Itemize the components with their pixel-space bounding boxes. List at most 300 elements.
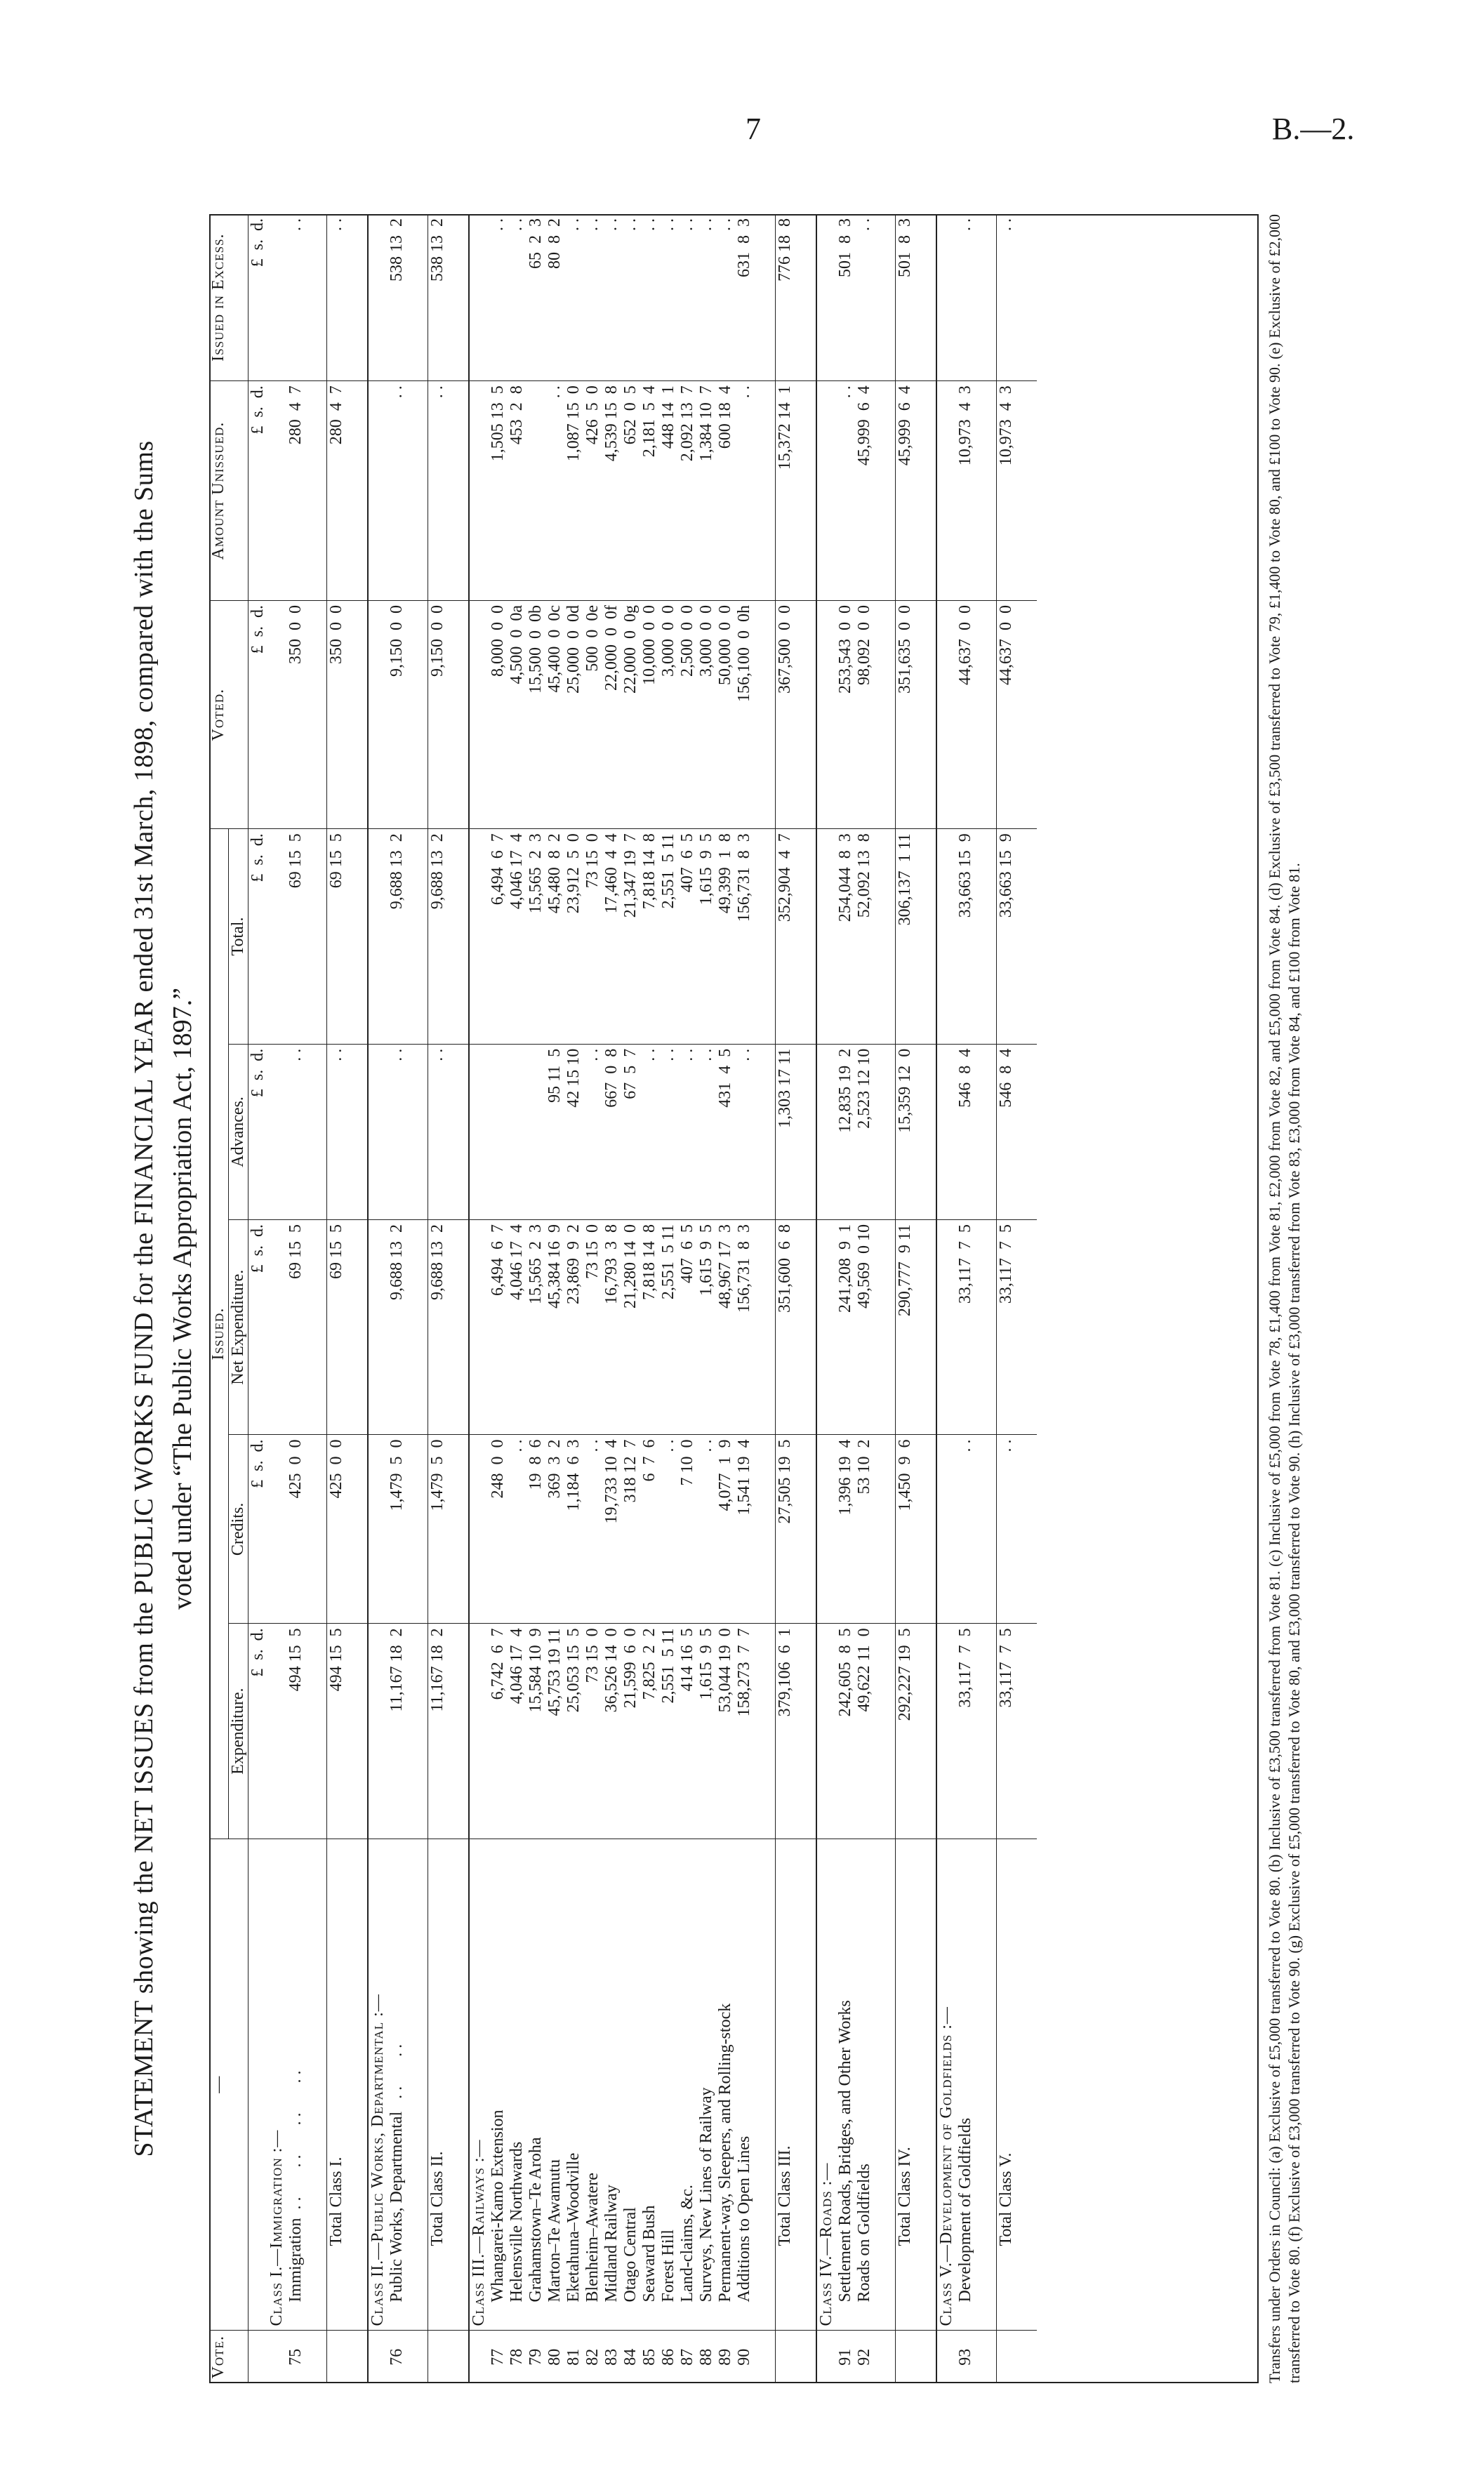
cell-unissued: . . (836, 381, 855, 601)
cell-adv: . . (697, 1044, 716, 1219)
net-expenditure-header: Net Expenditure. (229, 1219, 249, 1434)
table-row (602, 214, 621, 2383)
table-row (564, 214, 583, 2383)
total-voted: 9,150 0 0 (428, 601, 448, 829)
total-row (997, 214, 1016, 2383)
cell-cred: 7 10 0 (678, 1435, 697, 1624)
cell-unissued: 280 4 7 (286, 381, 305, 601)
spacer-row (406, 214, 428, 2383)
class-heading: Class V.—Development of Goldfields :— (936, 1839, 956, 2331)
class-heading-row (368, 214, 387, 2383)
cell-voted: 25,000 0 0d (564, 601, 583, 829)
vote-description: Grahamstown–Te Aroha (526, 1839, 545, 2331)
total-exp: 379,106 6 1 (776, 1624, 795, 1839)
vote-description: Permanent-way, Sleepers, and Rolling-stock (716, 1839, 735, 2331)
cell-exp: 7,825 2 2 (640, 1624, 659, 1839)
cell-exp: 36,526 14 0 (602, 1624, 621, 1839)
total-excess: . . (327, 214, 347, 381)
total-exp: 33,117 7 5 (997, 1624, 1016, 1839)
total-tot: 33,663 15 9 (997, 829, 1016, 1045)
cell-excess: . . (621, 214, 640, 381)
vote-description: Additions to Open Lines (735, 1839, 754, 2331)
cell-excess: . . (489, 214, 508, 381)
total-cred: 27,505 19 5 (776, 1435, 795, 1624)
vote-description: Midland Railway (602, 1839, 621, 2331)
total-label: Total Class IV. (896, 1839, 915, 2331)
cell-exp: 242,605 8 5 (836, 1624, 855, 1839)
cell-cred: 53 10 2 (855, 1435, 874, 1624)
cell-adv (489, 1044, 508, 1219)
total-excess: 776 18 8 (776, 214, 795, 381)
spacer-row (975, 214, 997, 2383)
cell-tot: 73 15 0 (583, 829, 602, 1045)
total-cred: 1,450 9 6 (896, 1435, 915, 1624)
spacer-row (346, 214, 368, 2383)
total-cred: 1,479 5 0 (428, 1435, 448, 1624)
cell-unissued: 652 0 5 (621, 381, 640, 601)
cell-cred: 1,396 19 4 (836, 1435, 855, 1624)
excess-header: Issued in Excess. (209, 214, 249, 381)
total-unissued: 15,372 14 1 (776, 381, 795, 601)
cell-unissued: . . (735, 381, 754, 601)
cell-voted: 253,543 0 0 (836, 601, 855, 829)
total-label: Total Class III. (776, 1839, 795, 2331)
class-heading: Class II.—Public Works, Departmental :— (368, 1839, 387, 2331)
vote-description: Blenheim–Awatere (583, 1839, 602, 2331)
cell-voted: 45,400 0 0c (545, 601, 564, 829)
vote-number: 90 (735, 2348, 753, 2366)
cell-adv: . . (387, 1044, 406, 1219)
vote-description: Otago Central (621, 1839, 640, 2331)
vote-description: Public Works, Departmental . . . . (387, 1839, 406, 2331)
units-label: £ s. d. (249, 601, 268, 829)
vote-number: 80 (545, 2348, 564, 2366)
vote-number: 83 (602, 2348, 621, 2366)
cell-net: 2,551 5 11 (659, 1219, 678, 1434)
cell-unissued (526, 381, 545, 601)
cell-unissued: 2,181 5 4 (640, 381, 659, 601)
vote-number: 79 (526, 2348, 545, 2366)
cell-voted: 22,000 0 0f (602, 601, 621, 829)
total-adv: 1,303 17 11 (776, 1044, 795, 1219)
cell-tot: 69 15 5 (286, 829, 305, 1045)
cell-voted: 156,100 0 0h (735, 601, 754, 829)
cell-cred: 19 8 6 (526, 1435, 545, 1624)
cell-adv: . . (735, 1044, 754, 1219)
spacer-row (754, 214, 776, 2383)
cell-net: 7,818 14 8 (640, 1219, 659, 1434)
cell-exp: 2,551 5 11 (659, 1624, 678, 1839)
total-voted: 44,637 0 0 (997, 601, 1016, 829)
statement-body (267, 214, 1037, 2383)
cell-exp: 11,167 18 2 (387, 1624, 406, 1839)
statement-subtitle: voted under “The Public Works Appropriation Act, 1897.” (168, 988, 197, 1610)
class-heading: Class III.—Railways :— (469, 1839, 489, 2331)
vote-description: Immigration . . . . . . . . (286, 1839, 305, 2331)
cell-tot: 33,663 15 9 (956, 829, 975, 1045)
cell-unissued: 1,384 10 7 (697, 381, 716, 601)
vote-description: Marton–Te Awamutu (545, 1839, 564, 2331)
class-heading: Class IV.—Roads :— (816, 1839, 836, 2331)
vote-number: 92 (855, 2348, 873, 2366)
vote-number: 76 (387, 2348, 406, 2366)
total-adv: 15,359 12 0 (896, 1044, 915, 1219)
footnote: Transfers under Orders in Council: (a) Exclusive of £5,000 transferred to Vote 80. (b) Inclusive of £3,500 transferred from Vote 81. (c) Inclusive of £5,000 from Vote 78, £1,400 from Vote 81, £2,000 from Vote 82, and £5,000 from Vote 84. (d) Exclusive of £3,500 transferred to Vote 79, £1,400 to Vote 80, and £100 to Vote 90. (e) Exclusive of £2,000 transferred to Vote 80. (f) Exclusive of £3,000 transferred to Vote 90. (g) Exclusive of £5,000 transferred to Vote 80, and £3,000 transferred to Vote 90. (h) Inclusive of £3,000 transferred from Vote 83, £3,000 from Vote 84, and £100 from Vote 81. (1266, 214, 1303, 2383)
cell-unissued: 448 14 1 (659, 381, 678, 601)
vote-description: Seaward Bush (640, 1839, 659, 2331)
vote-number: 85 (640, 2348, 658, 2366)
cell-cred: 369 3 2 (545, 1435, 564, 1624)
cell-tot: 17,460 4 4 (602, 829, 621, 1045)
cell-excess: . . (508, 214, 526, 381)
cell-excess: . . (286, 214, 305, 381)
cell-exp: 1,615 9 5 (697, 1624, 716, 1839)
class-heading-row (469, 214, 489, 2383)
cell-tot: 6,494 6 7 (489, 829, 508, 1045)
cell-net: 1,615 9 5 (697, 1219, 716, 1434)
cell-cred: 6 7 6 (640, 1435, 659, 1624)
total-unissued: 280 4 7 (327, 381, 347, 601)
cell-exp: 15,584 10 9 (526, 1624, 545, 1839)
cell-net: 407 6 5 (678, 1219, 697, 1434)
spacer-row (305, 214, 327, 2383)
cell-exp: 45,753 19 11 (545, 1624, 564, 1839)
total-exp: 494 15 5 (327, 1624, 347, 1839)
cell-excess: . . (716, 214, 735, 381)
cell-tot: 4,046 17 4 (508, 829, 526, 1045)
cell-tot: 2,551 5 11 (659, 829, 678, 1045)
statement-sheet (126, 214, 1446, 2383)
cell-excess: 538 13 2 (387, 214, 406, 381)
total-tot: 352,904 4 7 (776, 829, 795, 1045)
cell-cred: 1,479 5 0 (387, 1435, 406, 1624)
statement-table (209, 214, 1037, 2383)
cell-cred: 248 0 0 (489, 1435, 508, 1624)
cell-excess: . . (583, 214, 602, 381)
table-row (735, 214, 754, 2383)
cell-cred: . . (508, 1435, 526, 1624)
vote-description: Development of Goldfields (956, 1839, 975, 2331)
units-label: £ s. d. (249, 1435, 268, 1624)
cell-net: 73 15 0 (583, 1219, 602, 1434)
cell-excess: . . (602, 214, 621, 381)
units-label: £ s. d. (249, 829, 268, 1045)
cell-tot: 7,818 14 8 (640, 829, 659, 1045)
table-row (508, 214, 526, 2383)
vote-number: 86 (659, 2348, 677, 2366)
page-number: 7 (746, 112, 761, 146)
total-row (896, 214, 915, 2383)
cell-unissued: 1,505 13 5 (489, 381, 508, 601)
vote-number: 77 (489, 2348, 507, 2366)
cell-exp: 158,273 7 7 (735, 1624, 754, 1839)
total-adv: . . (428, 1044, 448, 1219)
spacer-row (874, 214, 896, 2383)
cell-cred: . . (583, 1435, 602, 1624)
cell-adv: 12,835 19 2 (836, 1044, 855, 1219)
cell-excess: . . (564, 214, 583, 381)
cell-voted: 22,000 0 0g (621, 601, 640, 829)
cell-excess: 631 8 3 (735, 214, 754, 381)
cell-net: 9,688 13 2 (387, 1219, 406, 1434)
total-net: 351,600 6 8 (776, 1219, 795, 1434)
total-voted: 351,635 0 0 (896, 601, 915, 829)
vote-number: 84 (621, 2348, 640, 2366)
issued-header: Issued. (209, 829, 229, 1839)
cell-tot: 52,092 13 8 (855, 829, 874, 1045)
cell-tot: 9,688 13 2 (387, 829, 406, 1045)
total-adv: 546 8 4 (997, 1044, 1016, 1219)
vote-description: Helensville Northwards (508, 1839, 526, 2331)
total-row (776, 214, 795, 2383)
vote-description: Whangarei-Kamo Extension (489, 1839, 508, 2331)
cell-tot: 407 6 5 (678, 829, 697, 1045)
cell-voted: 50,000 0 0 (716, 601, 735, 829)
cell-voted: 500 0 0e (583, 601, 602, 829)
vote-description: Surveys, New Lines of Railway (697, 1839, 716, 2331)
cell-adv: . . (583, 1044, 602, 1219)
cell-net: 69 15 5 (286, 1219, 305, 1434)
cell-adv: 95 11 5 (545, 1044, 564, 1219)
cell-unissued: 600 18 4 (716, 381, 735, 601)
table-row (526, 214, 545, 2383)
table-row (286, 214, 305, 2383)
cell-excess: 65 2 3 (526, 214, 545, 381)
cell-adv: 546 8 4 (956, 1044, 975, 1219)
cell-net: 33,117 7 5 (956, 1219, 975, 1434)
cell-voted: 44,637 0 0 (956, 601, 975, 829)
total-net: 33,117 7 5 (997, 1219, 1016, 1434)
class-heading-row (816, 214, 836, 2383)
total-net: 290,777 9 11 (896, 1219, 915, 1434)
cell-exp: 33,117 7 5 (956, 1624, 975, 1839)
vote-description: Roads on Goldfields (855, 1839, 874, 2331)
cell-adv: . . (678, 1044, 697, 1219)
total-unissued: 45,999 6 4 (896, 381, 915, 601)
cell-excess: . . (640, 214, 659, 381)
class-heading-row (267, 214, 286, 2383)
total-cred: . . (997, 1435, 1016, 1624)
table-row (659, 214, 678, 2383)
total-row (327, 214, 347, 2383)
total-unissued: 10,973 4 3 (997, 381, 1016, 601)
cell-net: 21,280 14 0 (621, 1219, 640, 1434)
cell-tot: 23,912 5 0 (564, 829, 583, 1045)
vote-number: 82 (583, 2348, 602, 2366)
total-tot: 9,688 13 2 (428, 829, 448, 1045)
cell-adv: 2,523 12 10 (855, 1044, 874, 1219)
cell-net: 241,208 9 1 (836, 1219, 855, 1434)
cell-adv: 431 4 5 (716, 1044, 735, 1219)
cell-exp: 25,053 15 5 (564, 1624, 583, 1839)
vote-number: 88 (697, 2348, 715, 2366)
cell-exp: 73 15 0 (583, 1624, 602, 1839)
total-adv: . . (327, 1044, 347, 1219)
vote-description: Land-claims, &c. (678, 1839, 697, 2331)
table-row (956, 214, 975, 2383)
expenditure-header: Expenditure. (229, 1624, 249, 1839)
cell-cred: 19,733 10 4 (602, 1435, 621, 1624)
total-net: 9,688 13 2 (428, 1219, 448, 1434)
vote-number: 75 (286, 2348, 305, 2366)
class-heading-row (936, 214, 956, 2383)
cell-unissued: 45,999 6 4 (855, 381, 874, 601)
cell-cred: 425 0 0 (286, 1435, 305, 1624)
cell-exp: 4,046 17 4 (508, 1624, 526, 1839)
table-row (716, 214, 735, 2383)
cell-exp: 414 16 5 (678, 1624, 697, 1839)
table-row (697, 214, 716, 2383)
spacer-row (915, 214, 936, 2383)
cell-tot: 21,347 19 7 (621, 829, 640, 1045)
cell-tot: 15,565 2 3 (526, 829, 545, 1045)
table-row (836, 214, 855, 2383)
cell-cred: . . (956, 1435, 975, 1624)
table-row (855, 214, 874, 2383)
cell-cred: 1,184 6 3 (564, 1435, 583, 1624)
voted-header: Voted. (209, 601, 249, 829)
description-header: — (209, 1839, 249, 2331)
cell-unissued: . . (545, 381, 564, 601)
cell-adv: . . (659, 1044, 678, 1219)
cell-cred: 4,077 1 9 (716, 1435, 735, 1624)
cell-exp: 21,599 6 0 (621, 1624, 640, 1839)
unissued-header: Amount Unissued. (209, 381, 249, 601)
total-unissued: . . (428, 381, 448, 601)
cell-unissued: 426 5 0 (583, 381, 602, 601)
cell-excess: . . (678, 214, 697, 381)
vote-description: Forest Hill (659, 1839, 678, 2331)
advances-header: Advances. (229, 1044, 249, 1219)
vote-number: 78 (508, 2348, 526, 2366)
cell-voted: 98,092 0 0 (855, 601, 874, 829)
cell-adv: 667 0 8 (602, 1044, 621, 1219)
total-tot: 306,137 1 11 (896, 829, 915, 1045)
total-voted: 350 0 0 (327, 601, 347, 829)
cell-net: 16,793 3 8 (602, 1219, 621, 1434)
cell-tot: 156,731 8 3 (735, 829, 754, 1045)
cell-net: 45,384 16 9 (545, 1219, 564, 1434)
cell-voted: 15,500 0 0b (526, 601, 545, 829)
total-label: Total Class II. (428, 1839, 448, 2331)
cell-net: 48,967 17 3 (716, 1219, 735, 1434)
cell-adv (508, 1044, 526, 1219)
cell-net: 49,569 0 10 (855, 1219, 874, 1434)
vote-number: 91 (836, 2348, 854, 2366)
units-label: £ s. d. (249, 1219, 268, 1434)
table-row (583, 214, 602, 2383)
total-voted: 367,500 0 0 (776, 601, 795, 829)
cell-tot: 254,044 8 3 (836, 829, 855, 1045)
vote-number: 87 (678, 2348, 696, 2366)
cell-voted: 3,000 0 0 (659, 601, 678, 829)
units-label: £ s. d. (249, 1044, 268, 1219)
cell-tot: 49,399 1 8 (716, 829, 735, 1045)
vote-number: 89 (716, 2348, 734, 2366)
cell-voted: 10,000 0 0 (640, 601, 659, 829)
cell-unissued: 453 2 8 (508, 381, 526, 601)
cell-cred: . . (697, 1435, 716, 1624)
cell-voted: 8,000 0 0 (489, 601, 508, 829)
total-excess: . . (997, 214, 1016, 381)
vote-description: Settlement Roads, Bridges, and Other Works (836, 1839, 855, 2331)
cell-excess: . . (697, 214, 716, 381)
page-reference: B.—2. (1272, 112, 1355, 146)
vote-number: 81 (564, 2348, 583, 2366)
cell-unissued: . . (387, 381, 406, 601)
total-row (428, 214, 448, 2383)
vote-description: Eketahuna–Woodville (564, 1839, 583, 2331)
cell-adv: . . (640, 1044, 659, 1219)
cell-excess: . . (956, 214, 975, 381)
cell-exp: 494 15 5 (286, 1624, 305, 1839)
cell-cred: 1,541 19 4 (735, 1435, 754, 1624)
cell-adv (526, 1044, 545, 1219)
cell-exp: 53,044 19 0 (716, 1624, 735, 1839)
spacer-row (447, 214, 469, 2383)
cell-voted: 3,000 0 0 (697, 601, 716, 829)
total-header: Total. (229, 829, 249, 1045)
vote-header: Vote. (209, 2331, 249, 2383)
units-label: £ s. d. (249, 381, 268, 601)
table-row (387, 214, 406, 2383)
spacer-row (795, 214, 816, 2383)
cell-excess: 501 8 3 (836, 214, 855, 381)
cell-net: 6,494 6 7 (489, 1219, 508, 1434)
statement-title: STATEMENT showing the NET ISSUES from the PUBLIC WORKS FUND for the FINANCIAL YEAR ended 31st March, 1898, compared with the Sums (129, 440, 159, 2157)
cell-excess: 80 8 2 (545, 214, 564, 381)
table-row (621, 214, 640, 2383)
cell-tot: 45,480 8 2 (545, 829, 564, 1045)
cell-cred: 318 12 7 (621, 1435, 640, 1624)
vote-number: 93 (956, 2348, 974, 2366)
cell-net: 23,869 9 2 (564, 1219, 583, 1434)
credits-header: Credits. (229, 1435, 249, 1624)
table-row (640, 214, 659, 2383)
cell-adv: 67 5 7 (621, 1044, 640, 1219)
cell-adv: . . (286, 1044, 305, 1219)
total-net: 69 15 5 (327, 1219, 347, 1434)
cell-excess: . . (659, 214, 678, 381)
cell-excess: . . (855, 214, 874, 381)
total-label: Total Class I. (327, 1839, 347, 2331)
cell-voted: 350 0 0 (286, 601, 305, 829)
cell-unissued: 10,973 4 3 (956, 381, 975, 601)
cell-exp: 6,742 6 7 (489, 1624, 508, 1839)
cell-net: 156,731 8 3 (735, 1219, 754, 1434)
spacer-row (1016, 214, 1037, 2383)
total-exp: 11,167 18 2 (428, 1624, 448, 1839)
cell-net: 4,046 17 4 (508, 1219, 526, 1434)
total-exp: 292,227 19 5 (896, 1624, 915, 1839)
units-label: £ s. d. (249, 214, 268, 381)
cell-cred: . . (659, 1435, 678, 1624)
cell-voted: 9,150 0 0 (387, 601, 406, 829)
table-row (545, 214, 564, 2383)
cell-voted: 2,500 0 0 (678, 601, 697, 829)
table-row (489, 214, 508, 2383)
cell-unissued: 1,087 15 0 (564, 381, 583, 601)
cell-unissued: 4,539 15 8 (602, 381, 621, 601)
total-excess: 538 13 2 (428, 214, 448, 381)
total-excess: 501 8 3 (896, 214, 915, 381)
total-cred: 425 0 0 (327, 1435, 347, 1624)
units-label: £ s. d. (249, 1624, 268, 1839)
class-heading: Class I.—Immigration :— (267, 1839, 286, 2331)
cell-tot: 1,615 9 5 (697, 829, 716, 1045)
cell-exp: 49,622 11 0 (855, 1624, 874, 1839)
cell-net: 15,565 2 3 (526, 1219, 545, 1434)
